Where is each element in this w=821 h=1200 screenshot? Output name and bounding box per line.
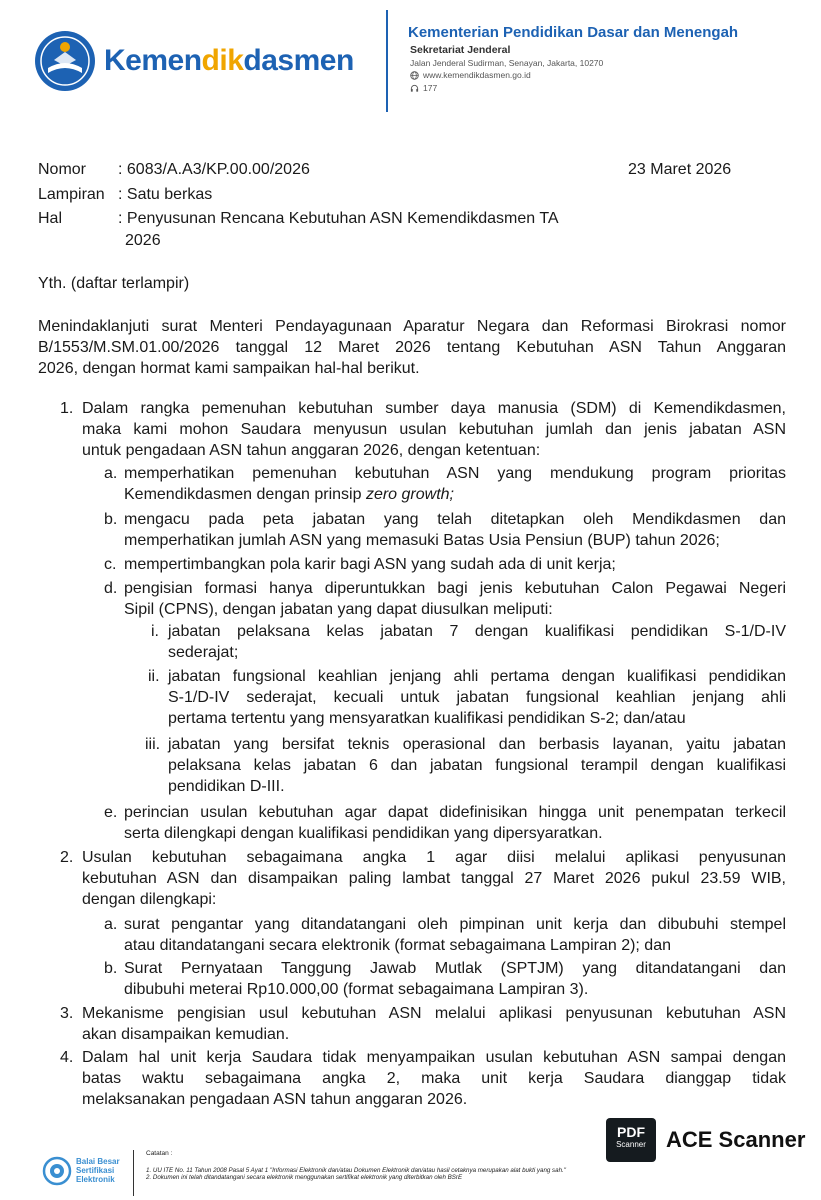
text-line: akan disampaikan kemudian.: [82, 1026, 290, 1043]
roman-numeral: iii.: [145, 736, 161, 753]
text-line: jabatan pelaksana kelas jabatan 7 dengan kualifikasi pendidikan S-1/D-IV: [168, 623, 786, 640]
bsre-line: Sertifikasi: [76, 1166, 115, 1175]
bsre-logo-icon: [42, 1156, 72, 1186]
text-line: Dalam hal unit kerja Saudara tidak menyampaikan usulan kebutuhan ASN sampai dengan: [82, 1049, 786, 1066]
hal-value-cont: 2026: [125, 232, 161, 249]
pdf-scanner-badge-icon: [606, 1118, 656, 1162]
item-4-text: [82, 1047, 786, 1110]
text-line: Dalam rangka pemenuhan kebutuhan sumber daya manusia (SDM) di Kemendikdasmen,: [82, 400, 786, 417]
sub-letter: a.: [104, 465, 118, 482]
secretariat-name: Sekretariat Jenderal: [410, 44, 511, 56]
item-1a-text: [124, 463, 786, 505]
text-line: pengisian formasi hanya diperuntukkan bagi jenis kebutuhan Calon Pegawai Negeri: [124, 580, 786, 597]
item-1-text: [82, 398, 786, 461]
footer-divider: [133, 1150, 134, 1196]
item-number: 1.: [60, 400, 74, 417]
text-line: S-1/D-IV sederajat, kecuali untuk jabatan fungsional keahlian jenjang ahli: [168, 689, 786, 706]
text-line: jabatan fungsional keahlian jenjang ahli pertama dengan kualifikasi pendidikan: [168, 668, 786, 685]
bsre-line: Elektronik: [76, 1175, 115, 1184]
text-line: surat pengantar yang ditandatangani oleh pimpinan unit kerja dan dibubuhi stempel: [124, 916, 786, 933]
item-1d-i-text: [168, 621, 786, 663]
hal-value: : Penyusunan Rencana Kebutuhan ASN Kemendikdasmen TA: [118, 210, 559, 227]
address: Jalan Jenderal Sudirman, Senayan, Jakarta, 10270: [410, 58, 604, 68]
text-line: serta dilengkapi dengan kualifikasi pendidikan yang dipersyaratkan.: [124, 825, 603, 842]
pdf-badge-title: PDF: [617, 1124, 645, 1140]
sub-letter: a.: [104, 916, 118, 933]
item-1b-text: [124, 509, 786, 551]
item-2a-text: [124, 914, 786, 956]
catatan-label: Catatan :: [146, 1150, 173, 1157]
sub-letter: b.: [104, 960, 118, 977]
item-number: 3.: [60, 1005, 74, 1022]
website-line: [410, 70, 531, 80]
text-line: pendidikan D-III.: [168, 778, 285, 795]
text-line: mengacu pada peta jabatan yang telah ditetapkan oleh Mendikdasmen dan: [124, 511, 786, 528]
text-line: Mekanisme pengisian usul kebutuhan ASN melalui aplikasi penyusunan kebutuhan ASN: [82, 1005, 786, 1022]
catatan-block: [146, 1150, 566, 1181]
text-line: melaksanakan pengadaan ASN tahun anggaran 2026.: [82, 1091, 468, 1108]
text-line: dibubuhi meterai Rp10.000,00 (format sebagaimana Lampiran 3).: [124, 981, 589, 998]
lampiran-row: [38, 184, 212, 205]
logo-wordmark: Kemendikdasmen: [104, 44, 354, 77]
zero-growth-emphasis: zero growth;: [365, 486, 454, 503]
note-1: 1. UU ITE No. 11 Tahun 2008 Pasal 5 Ayat 1 "Informasi Elektronik dan/atau Dokumen Elektronik dan/atau hasil cetaknya merupakan alat bukti yang sah.": [146, 1167, 566, 1174]
sub-letter: d.: [104, 580, 118, 597]
hal-label: Hal: [38, 210, 63, 227]
item-1d-iii-text: [168, 734, 786, 797]
sub-letter: c.: [104, 556, 117, 573]
nomor-value: : 6083/A.A3/KP.00.00/2026: [118, 161, 310, 178]
kemendikdasmen-emblem-icon: [34, 30, 96, 92]
text-line: Surat Pernyataan Tanggung Jawab Mutlak (SPTJM) yang ditandatangani dan: [124, 960, 786, 977]
text-line: Usulan kebutuhan sebagaimana angka 1 agar diisi melalui aplikasi penyusunan: [82, 849, 786, 866]
pdf-badge-sub: Scanner: [616, 1140, 646, 1149]
bsre-line: Balai Besar: [76, 1157, 120, 1166]
item-1d-text: [124, 578, 786, 620]
item-number: 4.: [60, 1049, 74, 1066]
text-line: [124, 484, 786, 505]
roman-numeral: ii.: [148, 668, 160, 685]
note-2: 2. Dokumen ini telah ditandatangani secara elektronik menggunakan sertifikat elektronik yang diterbitkan oleh BSrE: [146, 1174, 463, 1181]
text-line: maka kami mohon Saudara menyusun usulan kebutuhan jumlah dan jenis jabatan ASN: [82, 421, 786, 438]
item-1d-ii-text: [168, 666, 786, 729]
nomor-label: Nomor: [38, 161, 87, 178]
text-line: atau ditandatangani secara elektronik (format sebagaimana Lampiran 2); dan: [124, 937, 671, 954]
text-line: pelaksana kelas jabatan 6 dan jabatan fungsional terampil dengan kualifikasi: [168, 757, 786, 774]
website-url: www.kemendikdasmen.go.id: [423, 70, 531, 80]
intro-paragraph: [38, 316, 786, 379]
text-run: Kemendikdasmen dengan prinsip: [124, 486, 366, 503]
item-2b-text: [124, 958, 786, 1000]
text-line: memperhatikan jumlah ASN yang memasuki Batas Usia Pensiun (BUP) tahun 2026;: [124, 532, 720, 549]
item-1c-text: mempertimbangkan pola karir bagi ASN yang sudah ada di unit kerja;: [124, 556, 616, 573]
letter-date: 23 Maret 2026: [628, 161, 732, 178]
lampiran-label: Lampiran: [38, 186, 105, 203]
bsre-name: [76, 1157, 120, 1184]
nomor-row: [38, 159, 310, 180]
text-line: memperhatikan pemenuhan kebutuhan ASN yang mendukung program prioritas: [124, 465, 786, 482]
sub-letter: b.: [104, 511, 118, 528]
sub-letter: e.: [104, 804, 118, 821]
phone-line: [410, 83, 437, 93]
intro-line: Menindaklanjuti surat Menteri Pendayagunaan Aparatur Negara dan Reformasi Birokrasi nomor: [38, 318, 786, 335]
ace-scanner-watermark: ACE Scanner: [666, 1127, 806, 1152]
text-line: perincian usulan kebutuhan agar dapat didefinisikan hingga unit penempatan terkecil: [124, 804, 786, 821]
intro-line: 2026, dengan hormat kami sampaikan hal-hal berikut.: [38, 360, 420, 377]
spacer: [146, 1157, 566, 1167]
text-line: untuk pengadaan ASN tahun anggaran 2026, dengan ketentuan:: [82, 442, 541, 459]
item-number: 2.: [60, 849, 74, 866]
headset-icon: [410, 84, 419, 93]
text-line: sederajat;: [168, 644, 239, 661]
phone-number: 177: [423, 83, 438, 93]
item-1e-text: [124, 802, 786, 844]
recipient: Yth. (daftar terlampir): [38, 275, 190, 292]
text-line: dengan dilengkapi:: [82, 891, 217, 908]
roman-numeral: i.: [151, 623, 159, 640]
text-line: kebutuhan ASN dan disampaikan paling lambat tanggal 27 Maret 2026 pukul 23.59 WIB,: [82, 870, 786, 887]
text-line: jabatan yang bersifat teknis operasional dan berbasis layanan, yaitu jabatan: [168, 736, 786, 753]
text-line: batas waktu sebagaimana angka 2, maka unit kerja Saudara dianggap tidak: [82, 1070, 786, 1087]
globe-icon: [410, 71, 419, 80]
item-2-text: [82, 847, 786, 910]
text-line: pertama tertentu yang mensyaratkan kualifikasi pendidikan S-2; dan/atau: [168, 710, 686, 727]
header-divider: [386, 10, 388, 112]
lampiran-value: : Satu berkas: [118, 186, 213, 203]
intro-line: B/1553/M.SM.01.00/2026 tanggal 12 Maret 2026 tentang Kebutuhan ASN Tahun Anggaran: [38, 339, 786, 356]
item-3-text: [82, 1003, 786, 1045]
text-line: Sipil (CPNS), dengan jabatan yang dapat diusulkan meliputi:: [124, 601, 553, 618]
hal-row: [38, 208, 559, 229]
ministry-name: Kementerian Pendidikan Dasar dan Menengah: [408, 24, 739, 41]
